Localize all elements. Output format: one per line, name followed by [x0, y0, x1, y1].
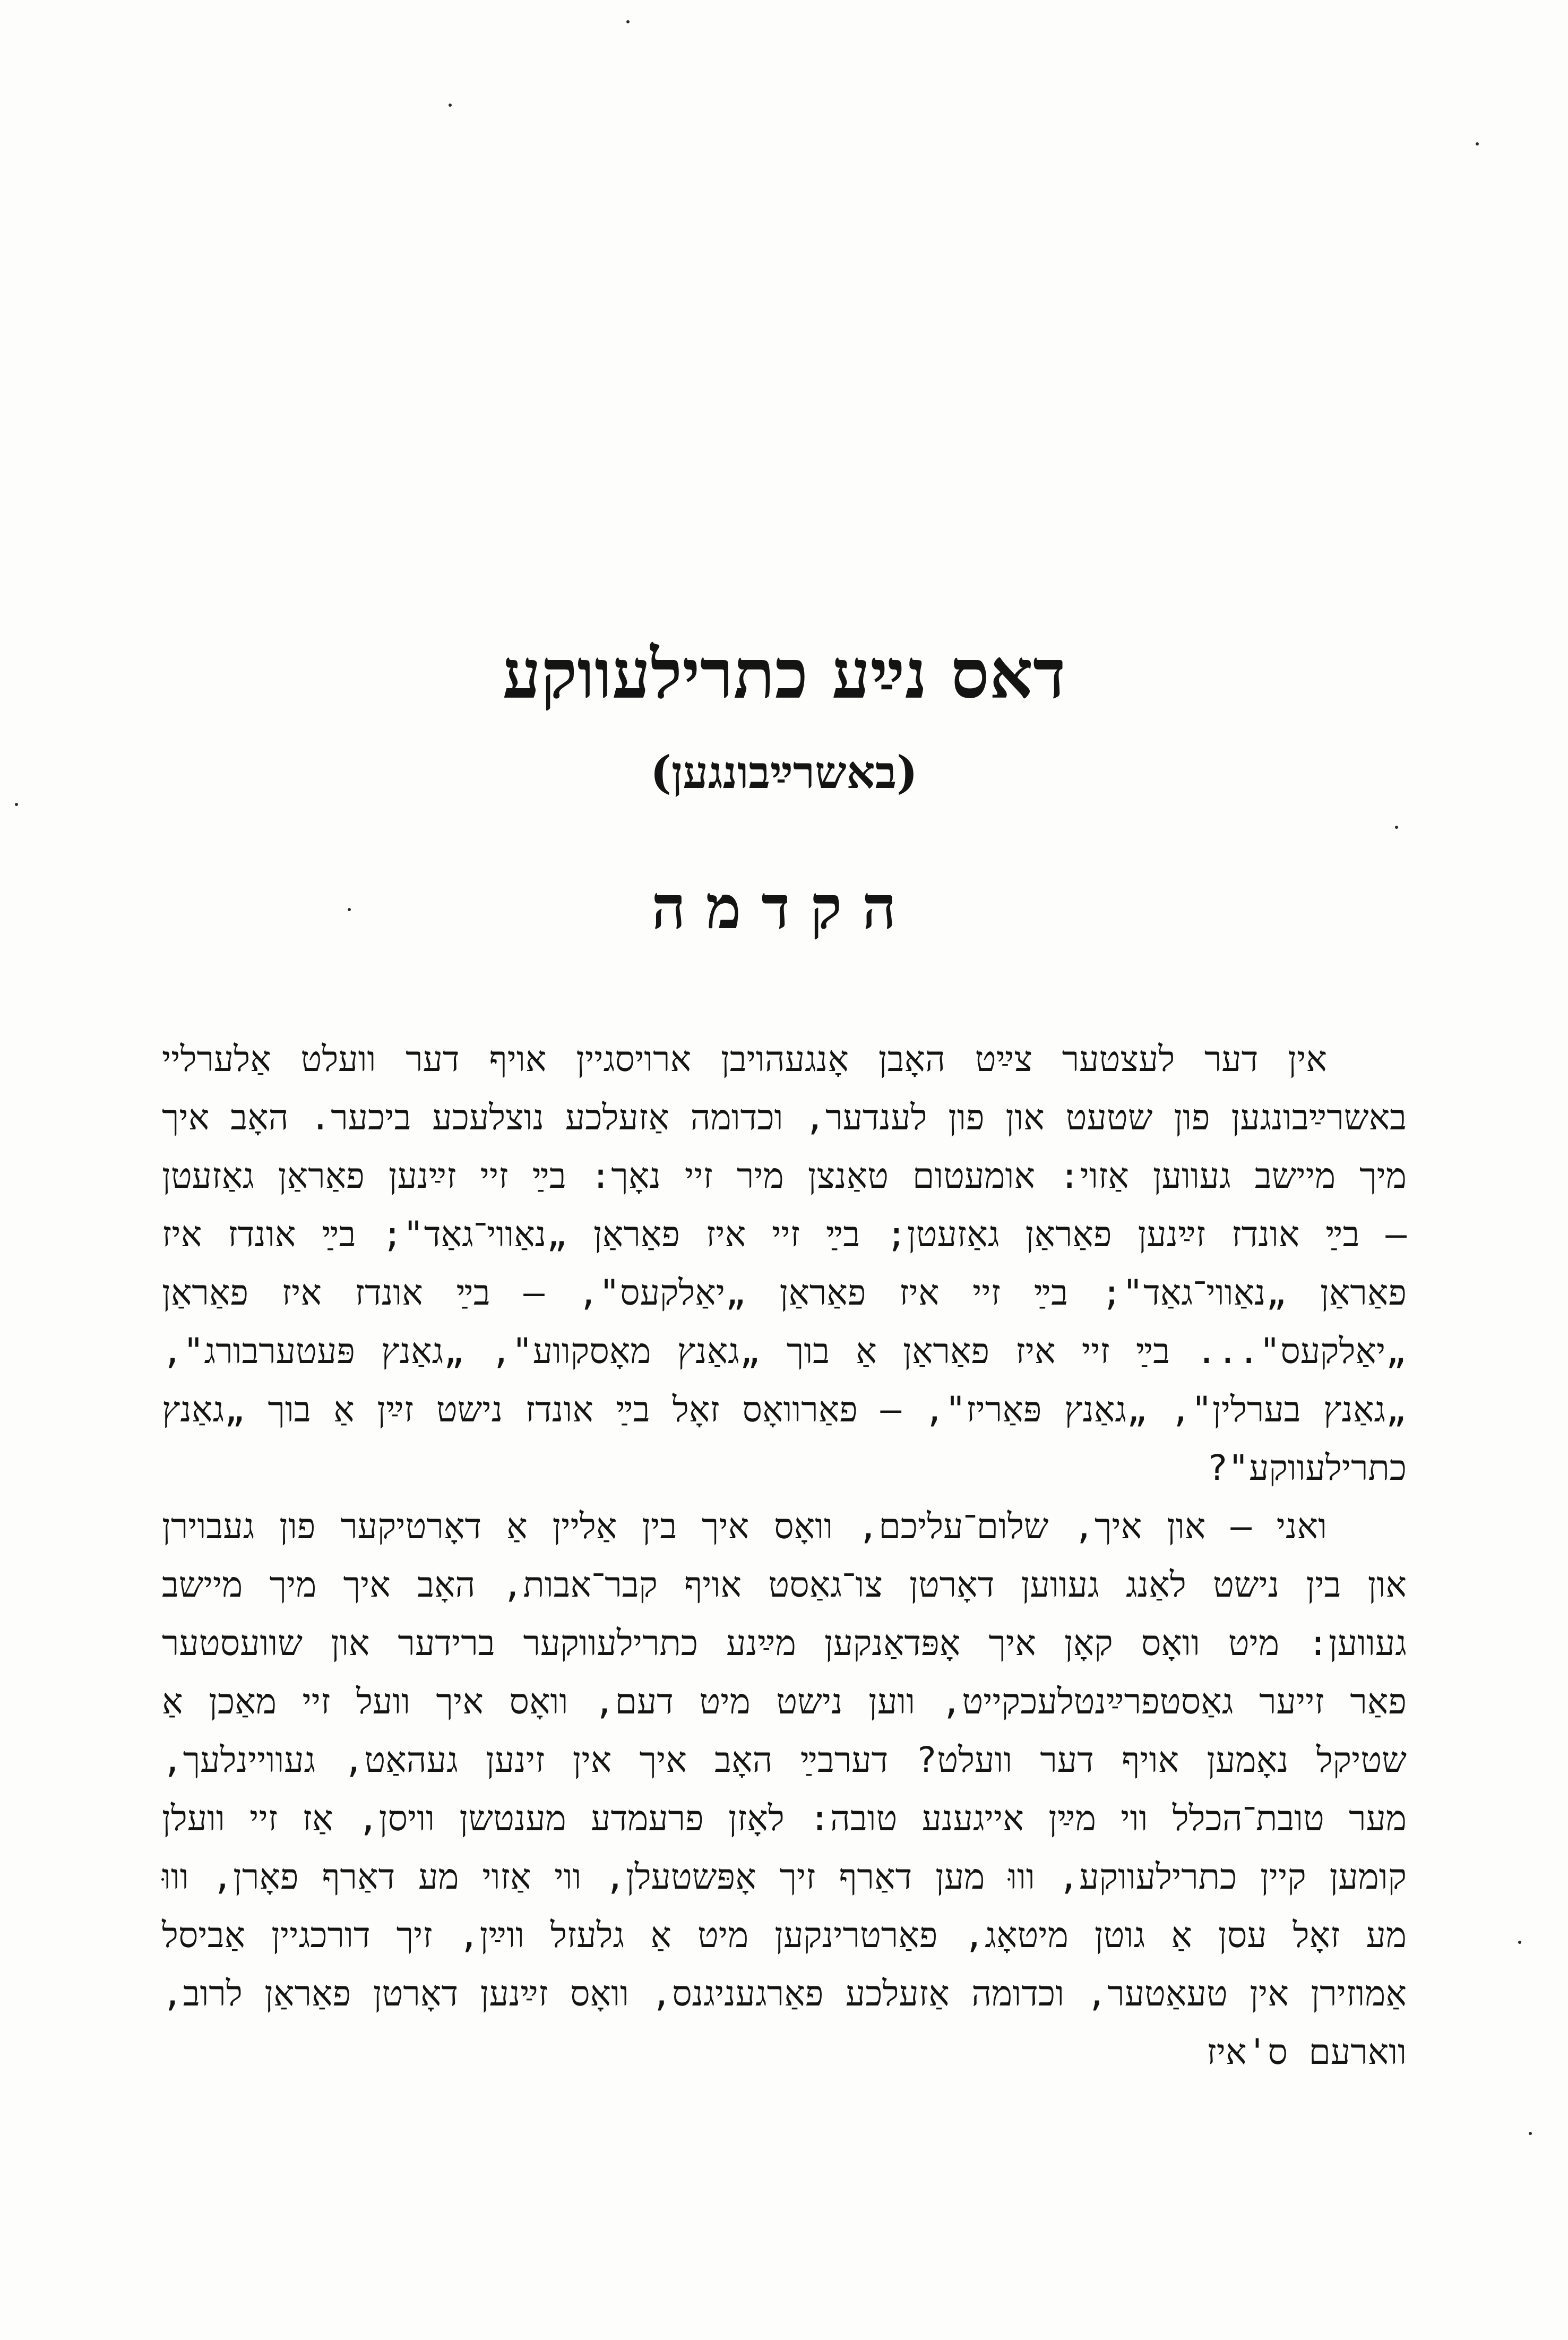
- print-speck: [1395, 826, 1398, 829]
- print-speck: [1518, 1941, 1521, 1944]
- section-heading: הקדמה: [651, 873, 917, 942]
- body-text: [162, 1030, 1407, 2081]
- print-speck: [626, 20, 630, 23]
- print-speck: [1529, 2132, 1532, 2135]
- paragraph: אין דער לעצטער צײַט האָבן אָנגעהויבן ארויסגיין אויף דער וועלט אַלערליי באשרײַבונגען פון שטעט און פון לענדער, וכדומה אַזעלכע נוצלעכע ביכער. האָב איך מיך מיישב געווען אַזוי: אומעטום טאַנצן מיר זיי נאָך: בײַ זיי זײַנען פאַראַן גאַזעטן — בײַ אונדז זײַנען פאַראַן גאַזעטן; בײַ זיי איז פאַראַן „נאַווי־גאַד"; בײַ אונדז איז פאַראַן „נאַווי־גאַד"; בײַ זיי איז פאַראַן „יאַלקעס", — בײַ אונדז איז פאַראַן „יאַלקעס"... בײַ זיי איז פאַראַן אַ בוך „גאַנץ מאָסקווע", „גאַנץ פּעטערבורג", „גאַנץ בערלין", „גאַנץ פּאַריז", — פאַרוואָס זאָל בײַ אונדז נישט זײַן אַ בוך „גאַנץ כתריל‏עווקע"?: [162, 1039, 1407, 1488]
- paragraph: ואני — און איך, שלום־עליכם, וואָס איך בין אַליין אַ דאָרטיקער פון געבוירן און בין נישט לאַנג געווען דאָרטן צו־גאַסט אויף קבר־אבות, האָב איך מיך מיישב געווען: מיט וואָס קאָן איך אָפּדאַנקען מײַנע כתריל‏עווקער ברידער און שוועסטער פאַר זייער גאַסטפרײַנטלעכקייט, ווען נישט מיט דעם, וואָס איך וועל זיי מאַכן אַ שטיקל נאָמען אויף דער וועלט? דערבײַ האָב איך אין זינען געהאַט, געוויינלעך, מער טובת־הכלל ווי מײַן אייגענע טובה: לאָזן פרעמדע מענטשן וויסן, אַז זיי וועלן קומען קיין כתריל‏עווקע, וווּ מען דאַרף זיך אָפּשטעלן, ווי אַזוי מע דאַרף פאָרן, וווּ מע זאָל עסן אַ גוטן מיטאָג, פאַרטרינקען מיט אַ גלעזל ווײַן, זיך דורכגיין אַביסל אַמוזירן אין טעאַטער, וכדומה אַזעלכע פאַרגעניגנס, וואָס זײַנען דאָרטן פאַראַן לרוב, ווארעם ס'איז: [162, 1506, 1407, 2072]
- print-speck: [449, 104, 452, 107]
- chapter-subtitle: (באשרײַבונגען): [650, 746, 918, 799]
- print-speck: [15, 803, 18, 806]
- chapter-title: דאס נײַע כתריל‏עווקע: [502, 635, 1066, 714]
- print-speck: [1476, 142, 1479, 145]
